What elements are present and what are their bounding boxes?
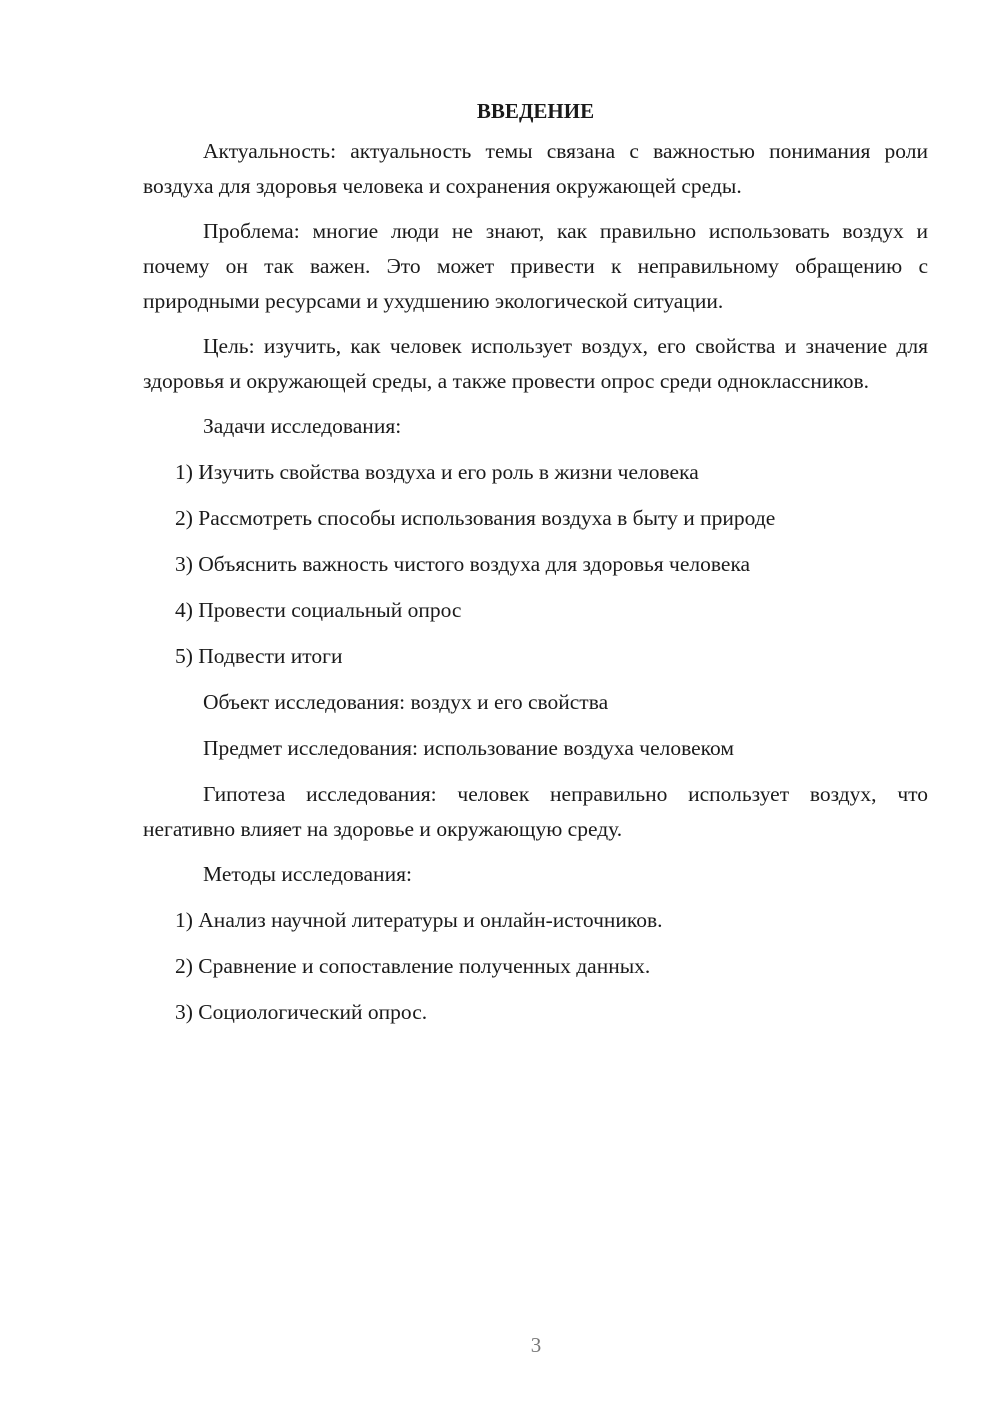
method-item: 1) Анализ научной литературы и онлайн-источников.	[175, 908, 663, 932]
goal-paragraph: Цель: изучить, как человек использует воздух, его свойства и значение для здоровья и окружающей среды, а также провести опрос среди одноклассников.	[143, 334, 928, 393]
task-item: 4) Провести социальный опрос	[175, 598, 462, 622]
task-item: 5) Подвести итоги	[175, 644, 343, 668]
section-heading: ВВЕДЕНИЕ	[476, 99, 595, 123]
subject-line: Предмет исследования: использование воздуха человеком	[203, 736, 734, 760]
method-item: 2) Сравнение и сопоставление полученных данных.	[175, 954, 651, 978]
relevance-paragraph: Актуальность: актуальность темы связана с важностью понимания роли воздуха для здоровья человека и сохранения окружающей среды.	[143, 139, 928, 198]
hypothesis-paragraph: Гипотеза исследования: человек неправильно использует воздух, что негативно влияет на здоровье и окружающую среду.	[143, 782, 928, 841]
problem-paragraph: Проблема: многие люди не знают, как правильно использовать воздух и почему он так важен. Это может привести к неправильному обращению с природными ресурсами и ухудшению экологической ситуации.	[143, 219, 928, 313]
tasks-title: Задачи исследования:	[203, 414, 402, 438]
task-item: 2) Рассмотреть способы использования воздуха в быту и природе	[175, 506, 776, 530]
task-item: 3) Объяснить важность чистого воздуха для здоровья человека	[175, 552, 751, 576]
task-item: 1) Изучить свойства воздуха и его роль в жизни человека	[175, 460, 699, 484]
object-line: Объект исследования: воздух и его свойства	[203, 690, 609, 714]
method-item: 3) Социологический опрос.	[175, 1000, 428, 1024]
page-number: 3	[530, 1333, 542, 1357]
methods-title: Методы исследования:	[203, 862, 412, 886]
document-page	[143, 96, 928, 1041]
